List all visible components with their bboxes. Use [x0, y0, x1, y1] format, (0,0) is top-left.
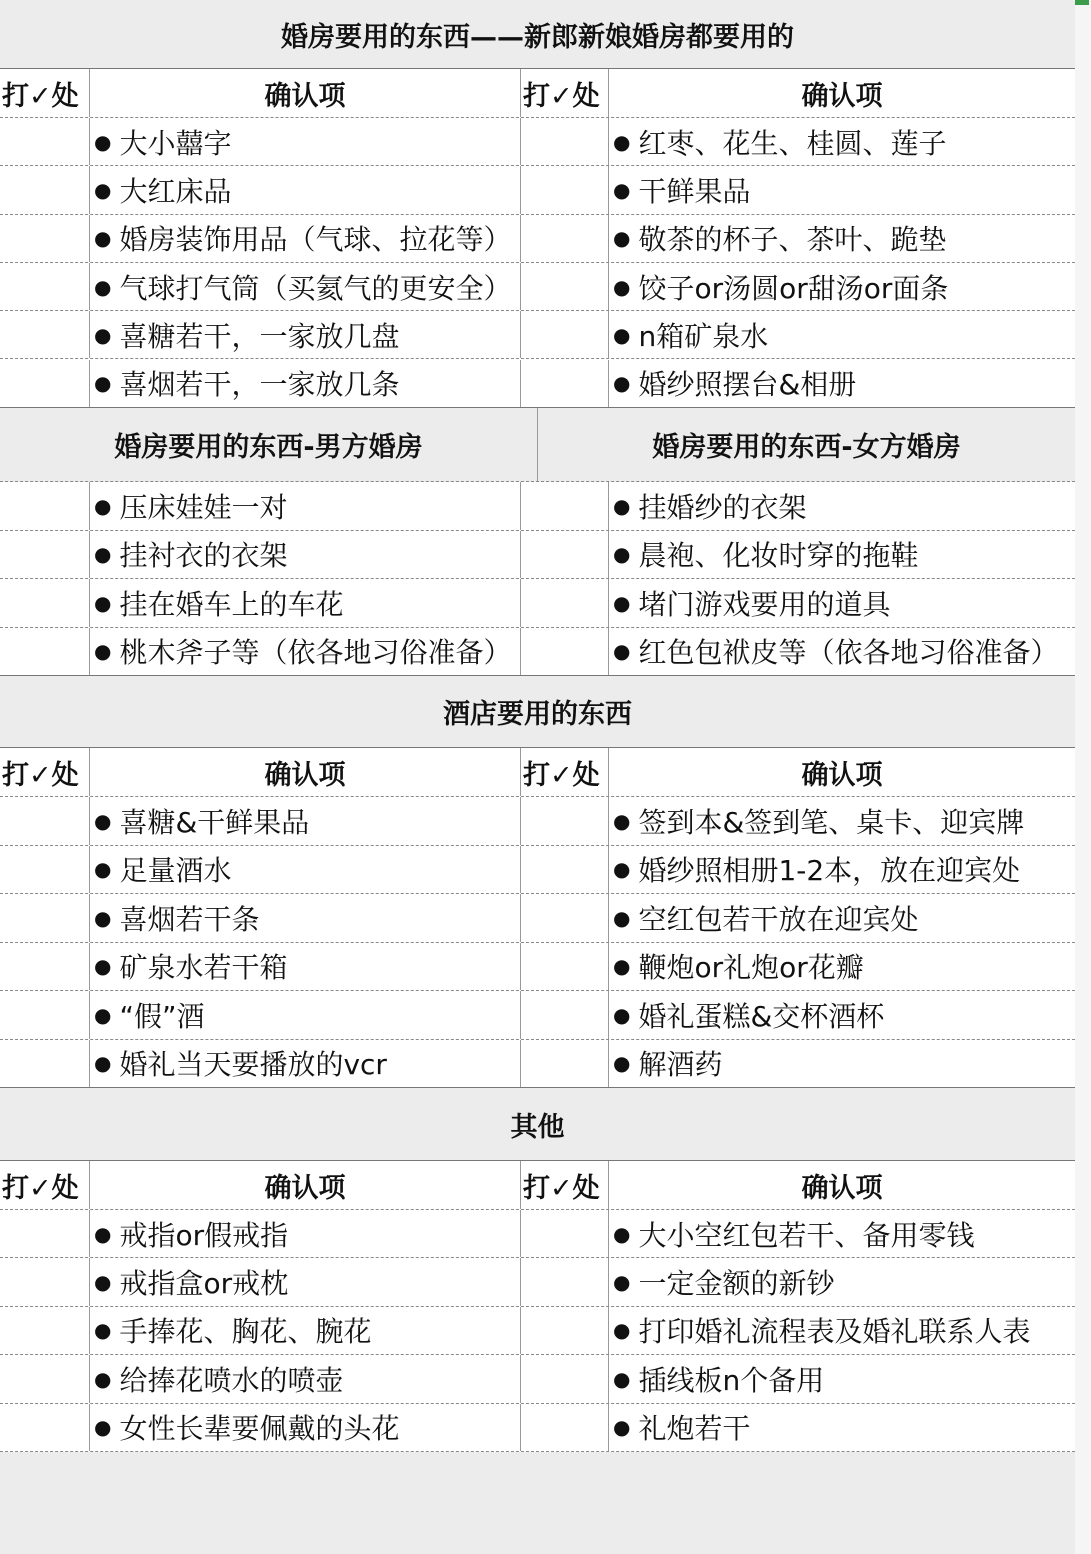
- bullet-icon: ●: [613, 1221, 631, 1246]
- checklist-row: [0, 1258, 1075, 1306]
- checklist-row: [0, 215, 1075, 263]
- check-cell[interactable]: [0, 1355, 89, 1402]
- check-cell[interactable]: [520, 797, 608, 845]
- column-header-row: [0, 69, 1075, 118]
- list-item: [608, 1210, 1075, 1257]
- confirm-column-header: 确认项: [89, 1161, 520, 1209]
- check-cell[interactable]: [0, 991, 89, 1039]
- check-cell[interactable]: [520, 118, 608, 165]
- bullet-icon: ●: [613, 226, 631, 251]
- list-item: [89, 118, 520, 165]
- item-label: 打印婚礼流程表及婚礼联系人表: [638, 1315, 1031, 1349]
- check-cell[interactable]: [520, 215, 608, 262]
- check-cell[interactable]: [0, 1210, 89, 1257]
- list-item: [608, 360, 1075, 407]
- item-label: 气球打气筒（买氦气的更安全）: [119, 271, 512, 305]
- list-item: [89, 311, 520, 358]
- checklist-row: [0, 360, 1075, 408]
- list-item: [608, 846, 1075, 894]
- check-cell[interactable]: [0, 846, 89, 894]
- list-item: [608, 628, 1075, 676]
- check-cell[interactable]: [0, 1307, 89, 1354]
- item-label: 一定金额的新钞: [638, 1267, 835, 1301]
- check-cell[interactable]: [0, 482, 89, 530]
- item-label: 桃木斧子等（依各地习俗准备）: [119, 636, 512, 670]
- item-label: 礼炮若干: [638, 1412, 751, 1446]
- bullet-icon: ●: [94, 1415, 112, 1440]
- bullet-icon: ●: [94, 493, 112, 518]
- bullet-icon: ●: [613, 1318, 631, 1343]
- item-label: 挂衬衣的衣架: [119, 539, 288, 573]
- corner-marker: [1075, 0, 1089, 5]
- list-item: [89, 846, 520, 894]
- check-cell[interactable]: [520, 894, 608, 942]
- list-item: [89, 215, 520, 262]
- checklist-row: [0, 846, 1075, 895]
- item-label: 婚纱照相册1-2本，放在迎宾处: [638, 854, 1021, 888]
- list-item: [608, 579, 1075, 627]
- list-item: [608, 166, 1075, 213]
- list-item: [89, 1355, 520, 1402]
- confirm-column-header: 确认项: [89, 69, 520, 117]
- item-label: 婚礼当天要播放的vcr: [119, 1048, 387, 1082]
- check-cell[interactable]: [520, 263, 608, 310]
- item-label: 婚纱照摆台&相册: [638, 368, 857, 402]
- check-column-header: 打✓处: [2, 80, 79, 112]
- list-item: [89, 531, 520, 579]
- item-label: 空红包若干放在迎宾处: [638, 902, 919, 936]
- item-label: 挂在婚车上的车花: [119, 587, 344, 621]
- check-cell[interactable]: [0, 311, 89, 358]
- bullet-icon: ●: [613, 954, 631, 979]
- bullet-icon: ●: [94, 1318, 112, 1343]
- bullet-icon: ●: [613, 322, 631, 347]
- item-label: 矿泉水若干箱: [119, 951, 288, 985]
- bullet-icon: ●: [94, 808, 112, 833]
- bullet-icon: ●: [94, 177, 112, 202]
- checklist-row: [0, 311, 1075, 359]
- check-cell[interactable]: [520, 360, 608, 407]
- check-cell[interactable]: [0, 628, 89, 676]
- check-cell[interactable]: [520, 846, 608, 894]
- confirm-column-header: 确认项: [89, 748, 520, 796]
- list-item: [89, 1258, 520, 1305]
- checklist-row: [0, 894, 1075, 943]
- section-title-other: [0, 1088, 1075, 1161]
- list-item: [608, 311, 1075, 358]
- bullet-icon: ●: [613, 371, 631, 396]
- item-label: 干鲜果品: [638, 174, 751, 208]
- item-label: 大红床品: [119, 174, 232, 208]
- list-item: [608, 943, 1075, 991]
- list-item: [89, 579, 520, 627]
- section4-title-text: 其他: [510, 1111, 565, 1143]
- bullet-icon: ●: [94, 590, 112, 615]
- checklist-row: [0, 118, 1075, 166]
- item-label: 给捧花喷水的喷壶: [119, 1363, 344, 1397]
- list-item: [608, 1307, 1075, 1354]
- check-cell[interactable]: [520, 628, 608, 676]
- bullet-icon: ●: [94, 1366, 112, 1391]
- check-cell[interactable]: [520, 311, 608, 358]
- check-column-header: 打✓处: [520, 748, 608, 796]
- checklist-row: [0, 943, 1075, 992]
- checklist-row: [0, 991, 1075, 1040]
- check-cell[interactable]: [520, 1404, 608, 1451]
- item-label: 大小囍字: [119, 126, 232, 160]
- list-item: [608, 1404, 1075, 1451]
- list-item: [608, 1040, 1075, 1088]
- list-item: [89, 1404, 520, 1451]
- section-title-groom-room: 婚房要用的东西-男方婚房: [114, 432, 423, 463]
- check-cell[interactable]: [0, 943, 89, 991]
- check-cell[interactable]: [0, 166, 89, 213]
- item-label: 婚礼蛋糕&交杯酒杯: [638, 999, 885, 1033]
- check-cell[interactable]: [520, 1040, 608, 1088]
- list-item: [608, 991, 1075, 1039]
- item-label: 戒指or假戒指: [119, 1218, 289, 1252]
- bullet-icon: ●: [94, 857, 112, 882]
- list-item: [89, 991, 520, 1039]
- item-label: 签到本&签到笔、桌卡、迎宾牌: [638, 805, 1025, 839]
- item-label: 敬茶的杯子、茶叶、跪垫: [638, 223, 947, 257]
- list-item: [89, 482, 520, 530]
- checklist-row: [0, 1355, 1075, 1403]
- bullet-icon: ●: [613, 274, 631, 299]
- check-cell[interactable]: [520, 1355, 608, 1402]
- item-label: n箱矿泉水: [638, 319, 769, 353]
- check-column-header: 打✓处: [520, 69, 608, 117]
- item-label: 饺子or汤圆or甜汤or面条: [638, 271, 949, 305]
- list-item: [608, 797, 1075, 845]
- bullet-icon: ●: [613, 905, 631, 930]
- title-text: 婚房要用的东西——新郎新娘婚房都要用的: [281, 21, 794, 53]
- item-label: 红枣、花生、桂圆、莲子: [638, 126, 947, 160]
- bullet-icon: ●: [94, 542, 112, 567]
- item-label: 大小空红包若干、备用零钱: [638, 1218, 975, 1252]
- bullet-icon: ●: [94, 1221, 112, 1246]
- check-column-header: 打✓处: [520, 1161, 608, 1209]
- bullet-icon: ●: [94, 954, 112, 979]
- check-cell[interactable]: [0, 118, 89, 165]
- check-cell[interactable]: [0, 1404, 89, 1451]
- item-label: 解酒药: [638, 1048, 723, 1082]
- bullet-icon: ●: [613, 493, 631, 518]
- list-item: [608, 894, 1075, 942]
- check-cell[interactable]: [0, 531, 89, 579]
- check-cell[interactable]: [0, 797, 89, 845]
- list-item: [89, 797, 520, 845]
- checklist-row: [0, 1040, 1075, 1089]
- item-label: 压床娃娃一对: [119, 490, 288, 524]
- item-label: “假”酒: [119, 999, 205, 1033]
- item-label: 晨袍、化妆时穿的拖鞋: [638, 539, 919, 573]
- checklist-row: [0, 797, 1075, 846]
- bullet-icon: ●: [613, 542, 631, 567]
- bullet-icon: ●: [94, 639, 112, 664]
- check-column-header: 打✓处: [2, 1172, 79, 1204]
- bullet-icon: ●: [94, 274, 112, 299]
- item-label: 鞭炮or礼炮or花瓣: [638, 951, 864, 985]
- bullet-icon: ●: [94, 322, 112, 347]
- item-label: 手捧花、胸花、腕花: [119, 1315, 372, 1349]
- list-item: [608, 1258, 1075, 1305]
- bullet-icon: ●: [613, 639, 631, 664]
- bullet-icon: ●: [94, 129, 112, 154]
- section3-title-text: 酒店要用的东西: [443, 699, 632, 730]
- confirm-column-header: 确认项: [608, 748, 1075, 796]
- check-cell[interactable]: [520, 1307, 608, 1354]
- check-cell[interactable]: [0, 263, 89, 310]
- bullet-icon: ●: [613, 1002, 631, 1027]
- item-label: 喜烟若干，一家放几条: [119, 368, 400, 402]
- checklist-row: [0, 628, 1075, 677]
- list-item: [89, 263, 520, 310]
- confirm-column-header: 确认项: [608, 1161, 1075, 1209]
- bullet-icon: ●: [94, 1051, 112, 1076]
- checklist-row: [0, 531, 1075, 580]
- item-label: 插线板n个备用: [638, 1363, 825, 1397]
- item-label: 戒指盒or戒枕: [119, 1267, 289, 1301]
- checklist-row: [0, 166, 1075, 214]
- checklist-row: [0, 579, 1075, 628]
- list-item: [89, 894, 520, 942]
- check-cell[interactable]: [0, 360, 89, 407]
- list-item: [89, 1040, 520, 1088]
- item-label: 喜糖若干，一家放几盘: [119, 319, 400, 353]
- bullet-icon: ●: [613, 1366, 631, 1391]
- checklist-row: [0, 482, 1075, 531]
- section-title-hotel: [0, 676, 1075, 748]
- check-cell[interactable]: [520, 1258, 608, 1305]
- confirm-column-header: 确认项: [608, 69, 1075, 117]
- list-item: [89, 360, 520, 407]
- list-item: [89, 1210, 520, 1257]
- section-title-bride-room: 婚房要用的东西-女方婚房: [537, 408, 1075, 481]
- check-column-header: 打✓处: [2, 759, 79, 791]
- bullet-icon: ●: [94, 1270, 112, 1295]
- bullet-icon: ●: [613, 1051, 631, 1076]
- check-cell[interactable]: [520, 482, 608, 530]
- item-label: 足量酒水: [119, 854, 232, 888]
- check-cell[interactable]: [520, 1210, 608, 1257]
- bullet-icon: ●: [613, 808, 631, 833]
- check-cell[interactable]: [520, 579, 608, 627]
- item-label: 红色包袱皮等（依各地习俗准备）: [638, 636, 1059, 670]
- list-item: [608, 215, 1075, 262]
- list-item: [608, 263, 1075, 310]
- check-cell[interactable]: [0, 1040, 89, 1088]
- column-header-row: [0, 748, 1075, 797]
- item-label: 婚房装饰用品（气球、拉花等）: [119, 223, 512, 257]
- check-cell[interactable]: [0, 215, 89, 262]
- item-label: 喜糖&干鲜果品: [119, 805, 310, 839]
- check-cell[interactable]: [0, 894, 89, 942]
- item-label: 喜烟若干条: [119, 902, 260, 936]
- list-item: [89, 628, 520, 676]
- checklist-row: [0, 1307, 1075, 1355]
- section2-title-row: [0, 408, 1075, 482]
- check-cell[interactable]: [0, 579, 89, 627]
- checklist-row: [0, 1210, 1075, 1258]
- bullet-icon: ●: [613, 129, 631, 154]
- list-item: [89, 1307, 520, 1354]
- list-item: [608, 118, 1075, 165]
- list-item: [89, 943, 520, 991]
- check-cell[interactable]: [520, 991, 608, 1039]
- check-cell[interactable]: [0, 1258, 89, 1305]
- check-cell[interactable]: [520, 943, 608, 991]
- empty-bottom-area: [0, 1452, 1075, 1554]
- item-label: 女性长辈要佩戴的头花: [119, 1412, 400, 1446]
- check-cell[interactable]: [520, 531, 608, 579]
- item-label: 堵门游戏要用的道具: [638, 587, 891, 621]
- list-item: [89, 166, 520, 213]
- section-title-bridal-room: [0, 0, 1075, 69]
- bullet-icon: ●: [613, 590, 631, 615]
- checklist-row: [0, 1404, 1075, 1452]
- bullet-icon: ●: [94, 905, 112, 930]
- bullet-icon: ●: [613, 1415, 631, 1440]
- checklist-row: [0, 263, 1075, 311]
- bullet-icon: ●: [94, 371, 112, 396]
- check-cell[interactable]: [520, 166, 608, 213]
- item-label: 挂婚纱的衣架: [638, 490, 807, 524]
- list-item: [608, 531, 1075, 579]
- list-item: [608, 1355, 1075, 1402]
- list-item: [608, 482, 1075, 530]
- bullet-icon: ●: [94, 1002, 112, 1027]
- bullet-icon: ●: [94, 226, 112, 251]
- bullet-icon: ●: [613, 177, 631, 202]
- bullet-icon: ●: [613, 857, 631, 882]
- column-header-row: [0, 1161, 1075, 1210]
- bullet-icon: ●: [613, 1270, 631, 1295]
